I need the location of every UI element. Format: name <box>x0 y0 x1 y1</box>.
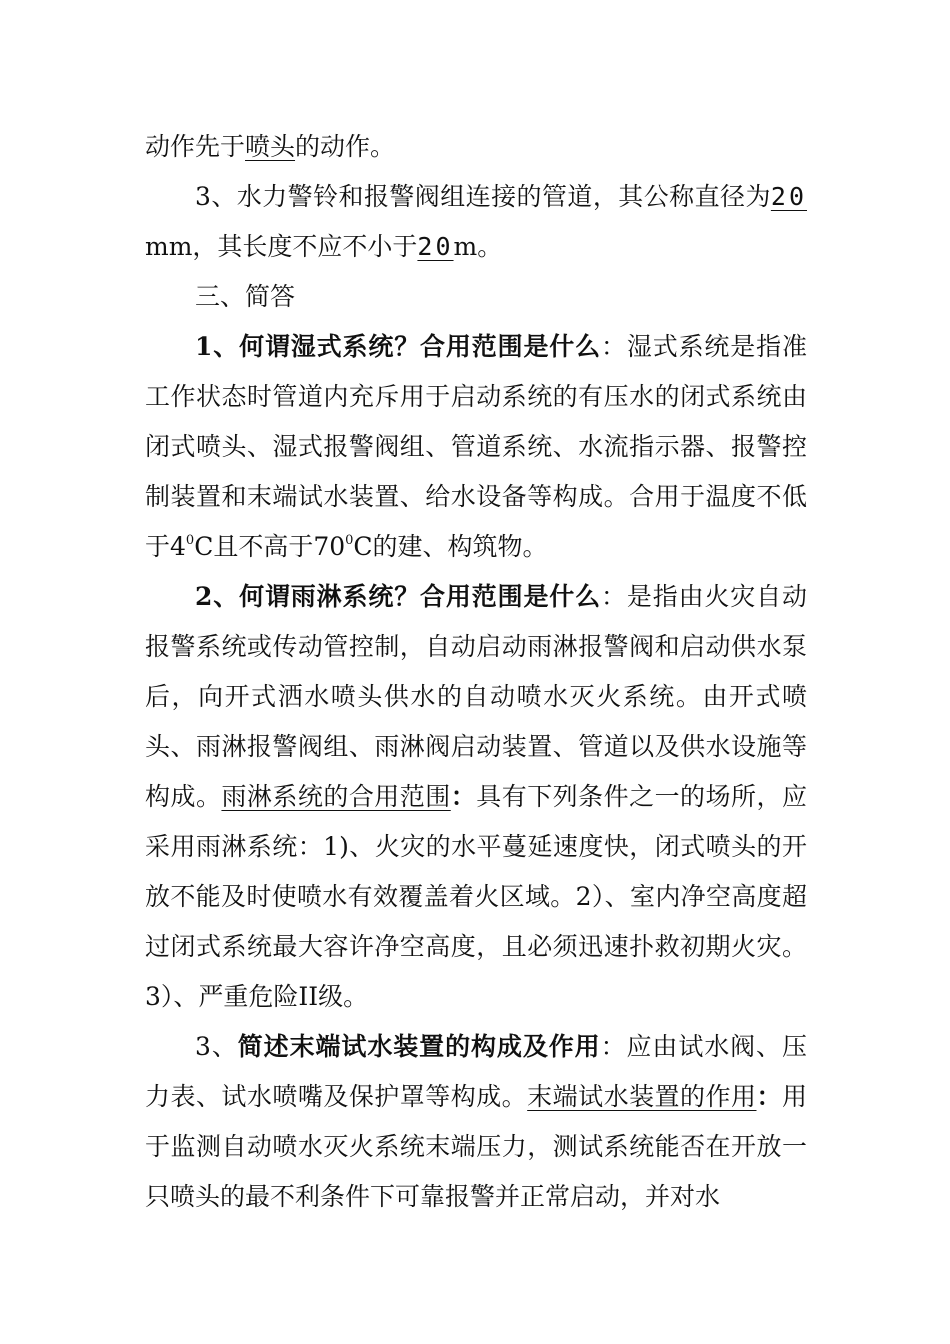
paragraph-q2 <box>145 572 807 1022</box>
colon: ： <box>756 1082 782 1111</box>
answer-text: 是指由火灾自动报警系统或传动管控制，自动启动雨淋报警阀和启动供水泵后，向开式洒水喷头供水的自动喷水灭火系统。由开式喷头、雨淋报警阀组、雨淋阀启动装置、管道以及供水设施等构成。 <box>145 582 807 811</box>
answer-text: C的建、构筑物。 <box>353 532 548 561</box>
heading-text: 三、简答 <box>195 282 296 311</box>
document-page <box>145 122 807 1222</box>
text: 动作先于 <box>145 132 246 161</box>
section-heading <box>145 272 807 322</box>
paragraph-q1 <box>145 322 807 572</box>
underlined-heading: 雨淋系统的合用范围 <box>221 782 451 811</box>
text: 3、水力警铃和报警阀组连接的管道，其公称直径为 <box>195 182 771 211</box>
paragraph-q3 <box>145 1022 807 1222</box>
superscript: 0 <box>185 532 195 548</box>
colon: ： <box>600 1032 627 1061</box>
answer-text: 湿式系统是指准工作状态时管道内充斥用于启动系统的有压水的闭式系统由闭式喷头、湿式报警阀组、管道系统、水流指示器、报警控制装置和末端试水装置、给水设备等构成。合用于温度不低于4 <box>145 332 807 561</box>
question-text: 1、何谓湿式系统？合用范围是什么 <box>195 332 602 361</box>
colon: ： <box>601 332 627 361</box>
answer-text: C且不高于70 <box>194 532 346 561</box>
text: mm，其长度不应不小于 <box>145 232 418 261</box>
colon: ： <box>601 582 627 611</box>
text: 的动作。 <box>295 132 396 161</box>
underlined-value: 20 <box>417 232 454 261</box>
answer-text: 用于监测自动喷水灭火系统末端压力，测试系统能否在开放一只喷头的最不利条件下可靠报警并正常启动，并对水 <box>145 1082 807 1211</box>
underlined-text: 喷头 <box>245 132 296 161</box>
answer-text: 应由试水阀、压力表、试水喷嘴及保护罩等构成。 <box>145 1032 807 1111</box>
colon: ： <box>450 782 477 811</box>
question-text: 简述末端试水装置的构成及作用 <box>237 1032 601 1061</box>
question-text: 2、何谓雨淋系统？合用范围是什么 <box>195 582 602 611</box>
question-number: 3、 <box>195 1032 238 1061</box>
paragraph-0 <box>145 122 807 172</box>
paragraph-1 <box>145 172 807 272</box>
underlined-value: 20 <box>770 182 807 211</box>
superscript: 0 <box>345 532 354 548</box>
answer-text: 具有下列条件之一的场所，应采用雨淋系统：1)、火灾的水平蔓延速度快，闭式喷头的开放不能及时使喷水有效覆盖着火区域。2）、室内净空高度超过闭式系统最大容许净空高度，且必须迅速扑救初期火灾。3）、严重危险II级。 <box>145 782 807 1011</box>
text: m。 <box>453 232 503 261</box>
underlined-heading: 末端试水装置的作用 <box>527 1082 757 1111</box>
